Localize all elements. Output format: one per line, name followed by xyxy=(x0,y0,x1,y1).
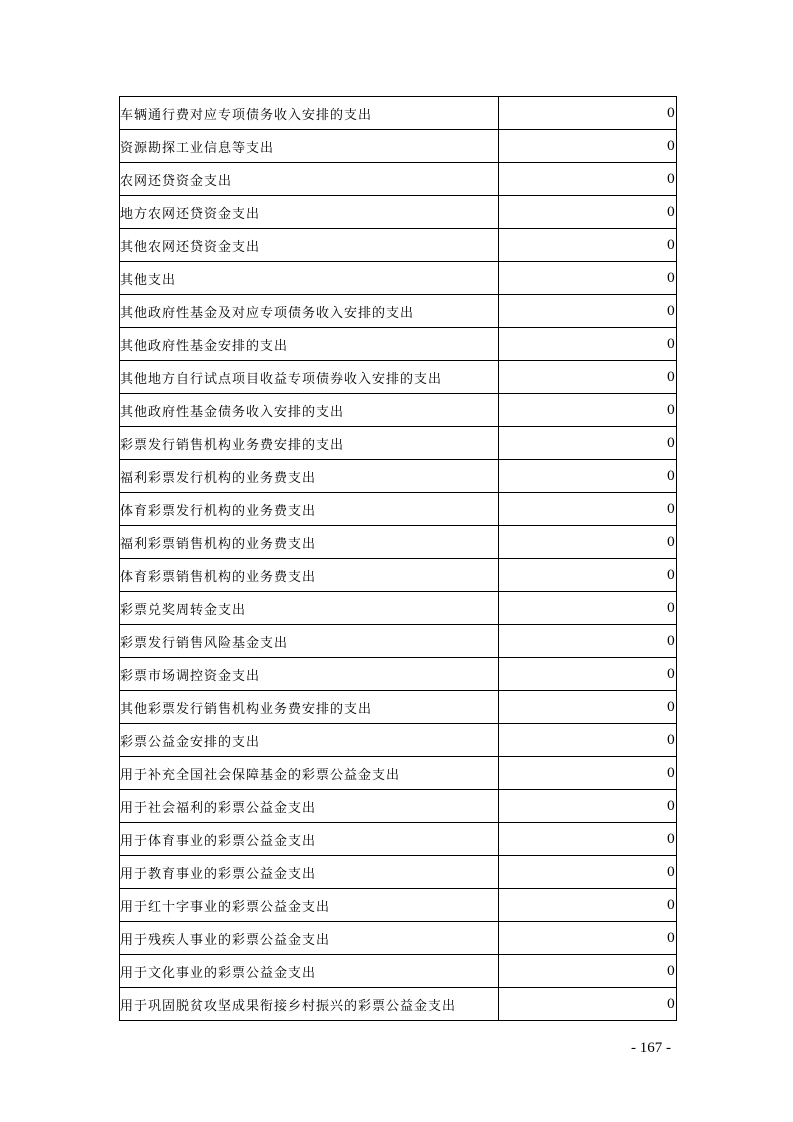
item-value-cell: 0 xyxy=(499,526,677,559)
table-row xyxy=(120,955,677,988)
item-name-cell: 地方农网还贷资金支出 xyxy=(120,196,499,229)
table-row xyxy=(120,229,677,262)
item-name-cell: 用于残疾人事业的彩票公益金支出 xyxy=(120,922,499,955)
item-name-cell: 其他政府性基金债务收入安排的支出 xyxy=(120,394,499,427)
table-row xyxy=(120,328,677,361)
table-row xyxy=(120,988,677,1021)
item-name-cell: 彩票公益金安排的支出 xyxy=(120,724,499,757)
item-name-cell: 其他彩票发行销售机构业务费安排的支出 xyxy=(120,691,499,724)
item-value-cell: 0 xyxy=(499,592,677,625)
table-row xyxy=(120,625,677,658)
item-name-cell: 其他政府性基金安排的支出 xyxy=(120,328,499,361)
item-value-cell: 0 xyxy=(499,889,677,922)
item-name-cell: 资源勘探工业信息等支出 xyxy=(120,130,499,163)
table-body xyxy=(120,97,677,1021)
item-value-cell: 0 xyxy=(499,493,677,526)
item-value-cell: 0 xyxy=(499,394,677,427)
item-value-cell: 0 xyxy=(499,790,677,823)
item-value-cell: 0 xyxy=(499,262,677,295)
item-value-cell: 0 xyxy=(499,196,677,229)
item-value-cell: 0 xyxy=(499,130,677,163)
item-value-cell: 0 xyxy=(499,559,677,592)
item-value-cell: 0 xyxy=(499,295,677,328)
item-value-cell: 0 xyxy=(499,427,677,460)
item-value-cell: 0 xyxy=(499,625,677,658)
item-name-cell: 用于文化事业的彩票公益金支出 xyxy=(120,955,499,988)
item-name-cell: 用于体育事业的彩票公益金支出 xyxy=(120,823,499,856)
page-number: - 167 - xyxy=(631,1040,671,1056)
item-value-cell: 0 xyxy=(499,229,677,262)
table-row xyxy=(120,592,677,625)
item-name-cell: 用于补充全国社会保障基金的彩票公益金支出 xyxy=(120,757,499,790)
table-row xyxy=(120,526,677,559)
table-row xyxy=(120,757,677,790)
item-value-cell: 0 xyxy=(499,955,677,988)
table-row xyxy=(120,559,677,592)
item-name-cell: 彩票发行销售机构业务费安排的支出 xyxy=(120,427,499,460)
table-row xyxy=(120,97,677,130)
table-row xyxy=(120,493,677,526)
table-row xyxy=(120,724,677,757)
item-name-cell: 农网还贷资金支出 xyxy=(120,163,499,196)
item-name-cell: 其他支出 xyxy=(120,262,499,295)
item-value-cell: 0 xyxy=(499,757,677,790)
item-value-cell: 0 xyxy=(499,856,677,889)
item-name-cell: 彩票发行销售风险基金支出 xyxy=(120,625,499,658)
table-row xyxy=(120,460,677,493)
table-row xyxy=(120,361,677,394)
item-name-cell: 其他农网还贷资金支出 xyxy=(120,229,499,262)
table-row xyxy=(120,196,677,229)
table-row xyxy=(120,295,677,328)
table-row xyxy=(120,790,677,823)
item-name-cell: 其他政府性基金及对应专项债务收入安排的支出 xyxy=(120,295,499,328)
item-value-cell: 0 xyxy=(499,658,677,691)
item-name-cell: 福利彩票发行机构的业务费支出 xyxy=(120,460,499,493)
item-value-cell: 0 xyxy=(499,97,677,130)
item-value-cell: 0 xyxy=(499,460,677,493)
item-name-cell: 彩票市场调控资金支出 xyxy=(120,658,499,691)
item-value-cell: 0 xyxy=(499,988,677,1021)
item-value-cell: 0 xyxy=(499,328,677,361)
item-name-cell: 彩票兑奖周转金支出 xyxy=(120,592,499,625)
item-name-cell: 福利彩票销售机构的业务费支出 xyxy=(120,526,499,559)
item-name-cell: 车辆通行费对应专项债务收入安排的支出 xyxy=(120,97,499,130)
table-row xyxy=(120,691,677,724)
table-row xyxy=(120,163,677,196)
item-value-cell: 0 xyxy=(499,823,677,856)
item-name-cell: 体育彩票销售机构的业务费支出 xyxy=(120,559,499,592)
item-value-cell: 0 xyxy=(499,724,677,757)
item-name-cell: 其他地方自行试点项目收益专项债券收入安排的支出 xyxy=(120,361,499,394)
item-value-cell: 0 xyxy=(499,361,677,394)
table-row xyxy=(120,427,677,460)
table-row xyxy=(120,856,677,889)
expenditure-table xyxy=(119,96,677,1021)
item-name-cell: 用于巩固脱贫攻坚成果衔接乡村振兴的彩票公益金支出 xyxy=(120,988,499,1021)
item-value-cell: 0 xyxy=(499,163,677,196)
table-row xyxy=(120,823,677,856)
table-row xyxy=(120,889,677,922)
item-value-cell: 0 xyxy=(499,922,677,955)
item-value-cell: 0 xyxy=(499,691,677,724)
item-name-cell: 用于社会福利的彩票公益金支出 xyxy=(120,790,499,823)
item-name-cell: 用于教育事业的彩票公益金支出 xyxy=(120,856,499,889)
table-row xyxy=(120,922,677,955)
item-name-cell: 用于红十字事业的彩票公益金支出 xyxy=(120,889,499,922)
table-row xyxy=(120,262,677,295)
table-row xyxy=(120,130,677,163)
item-name-cell: 体育彩票发行机构的业务费支出 xyxy=(120,493,499,526)
table-row xyxy=(120,394,677,427)
table-row xyxy=(120,658,677,691)
